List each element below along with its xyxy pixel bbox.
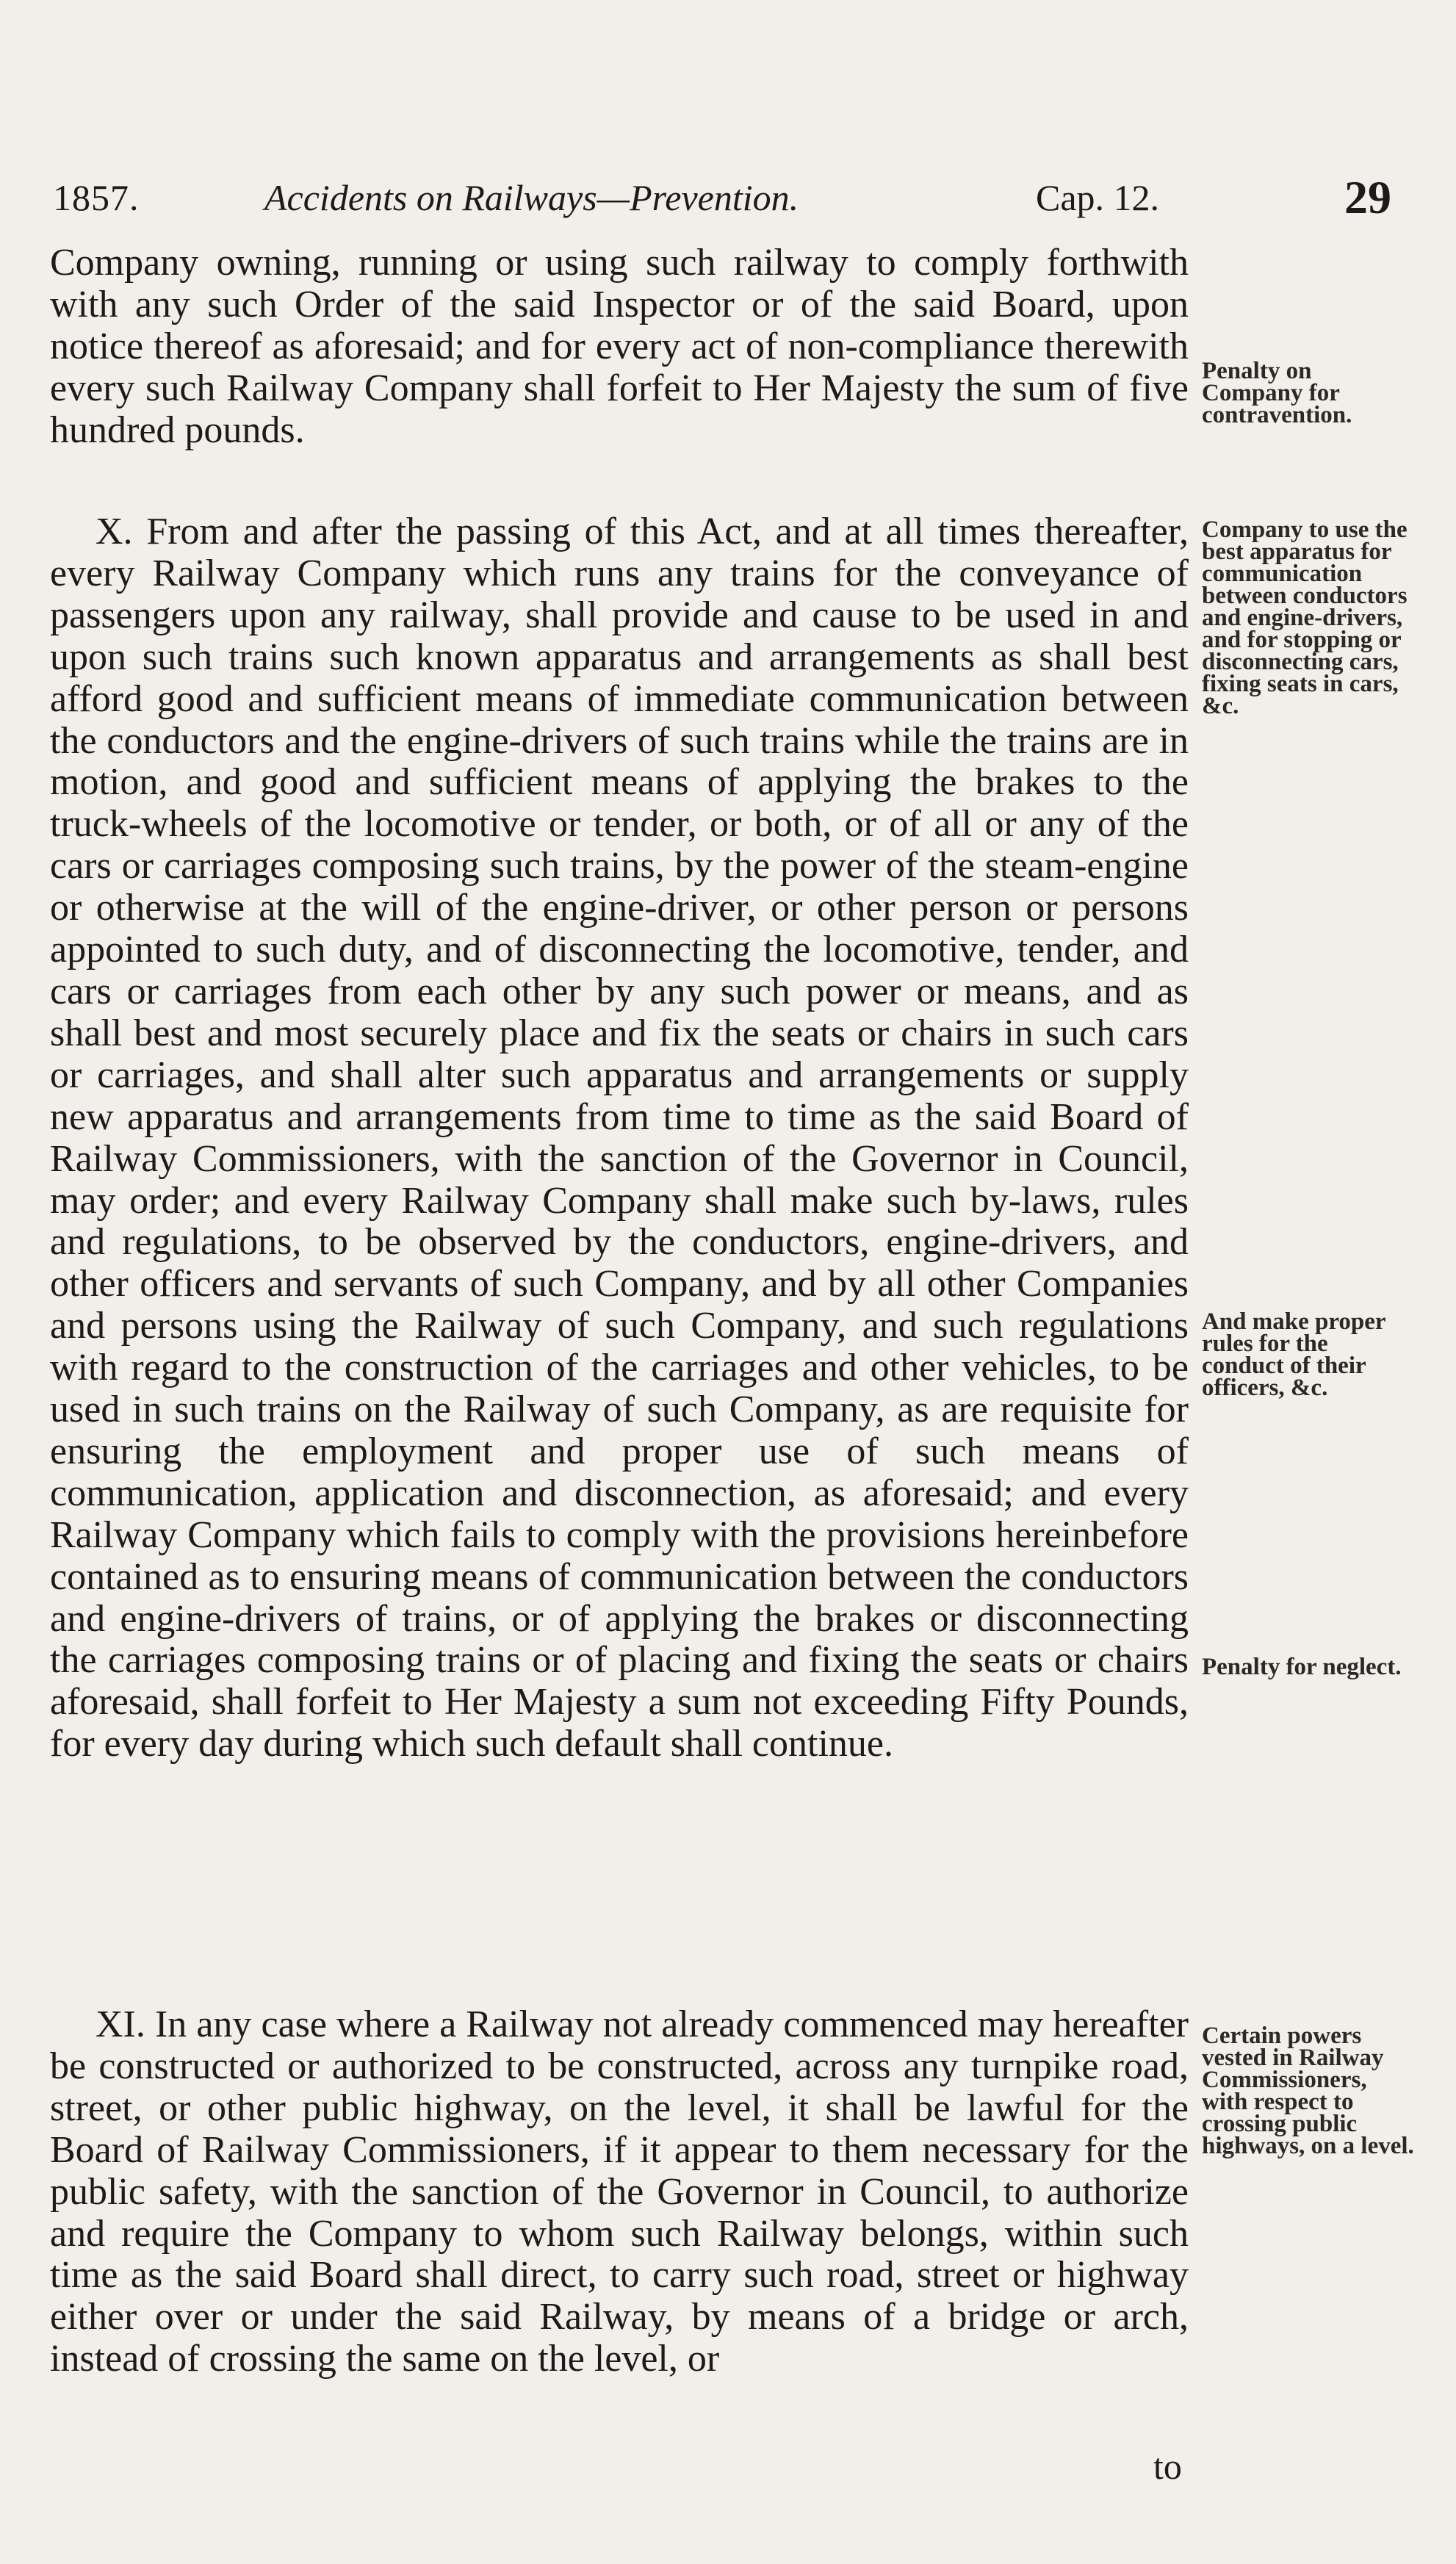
margin-note-penalty-contravention: Penalty on Company for contravention. (1202, 358, 1352, 428)
margin-note-penalty-neglect: Penalty for neglect. (1202, 1654, 1402, 1680)
header-chapter: Cap. 12. (1036, 177, 1160, 218)
section-x (50, 511, 1189, 1765)
paragraph-continuation (50, 242, 1189, 452)
header-year: 1857. (53, 177, 140, 218)
header-title: Accidents on Railways—Prevention. (264, 177, 799, 218)
margin-note-rules: And make proper rules for the conduct of their officers, &c. (1202, 1308, 1385, 1401)
catchword: to (1153, 2446, 1182, 2487)
paragraph-text: Company owning, running or using such railway to comply forthwith with any such Order of the said Inspector or of the said Board, upon notice thereof as aforesaid; and for every act of non-compliance therewith every such Railway Company shall forfeit to Her Majesty the sum of five hundred pounds. (50, 242, 1189, 451)
paragraph-text: X. From and after the passing of this Act, and at all times thereafter, every Railway Company which runs any trains for the conveyance of passengers upon any railway, shall provide and cause to be used in and upon such trains such known apparatus and arrangements as shall best afford good and sufficient means of immediate communication between the conductors and the engine-drivers of such trains while the trains are in motion, and good and sufficient means of applying the brakes to the truck-wheels of the locomotive or tender, or both, or of all or any of the cars or carriages composing such trains, by the power of the steam-engine or otherwise at the will of the engine-driver, or other person or persons appointed to such duty, and of disconnecting the locomotive, tender, and cars or carriages from each other by any such power or means, and as shall best and most securely place and fix the seats or chairs in such cars or carriages, and shall alter such apparatus and arrangements or supply new apparatus and arrangements from time to time as the said Board of Railway Commissioners, with the sanction of the Governor in Council, may order; and every Railway Company shall make such by-laws, rules and regulations, to be observed by the conductors, engine-drivers, and other officers and servants of such Company, and by all other Companies and persons using the Railway of such Company, and such regulations with regard to the construction of the carriages and other vehicles, to be used in such trains on the Railway of such Company, as are requisite for ensuring the employment and proper use of such means of communication, application and disconnection, as aforesaid; and every Railway Company which fails to comply with the provisions hereinbefore contained as to ensuring means of communication between the conductors and engine-drivers of trains, or of applying the brakes or disconnecting the carriages composing trains or of placing and fixing the seats or chairs aforesaid, shall forfeit to Her Majesty a sum not exceeding Fifty Pounds, for every day during which such default shall continue. (50, 511, 1189, 1765)
page-number: 29 (1344, 171, 1391, 223)
margin-note-apparatus: Company to use the best apparatus for communication between conductors and engine-drivers, and for stopping or disconnecting cars, fixing seats in cars, &c. (1202, 516, 1408, 719)
paragraph-text: XI. In any case where a Railway not already commenced may hereafter be constructed or authorized to be constructed, across any turnpike road, street, or other public highway, on the level, it shall be lawful for the Board of Railway Commissioners, if it appear to them necessary for the public safety, with the sanction of the Governor in Council, to authorize and require the Company to whom such Railway belongs, within such time as the said Board shall direct, to carry such road, street or highway either over or under the said Railway, by means of a bridge or arch, instead of crossing the same on the level, or (50, 2003, 1189, 2380)
margin-note-powers: Certain powers vested in Railway Commissioners, with respect to crossing public highways, on a level. (1202, 2023, 1414, 2159)
section-xi (50, 2004, 1189, 2380)
